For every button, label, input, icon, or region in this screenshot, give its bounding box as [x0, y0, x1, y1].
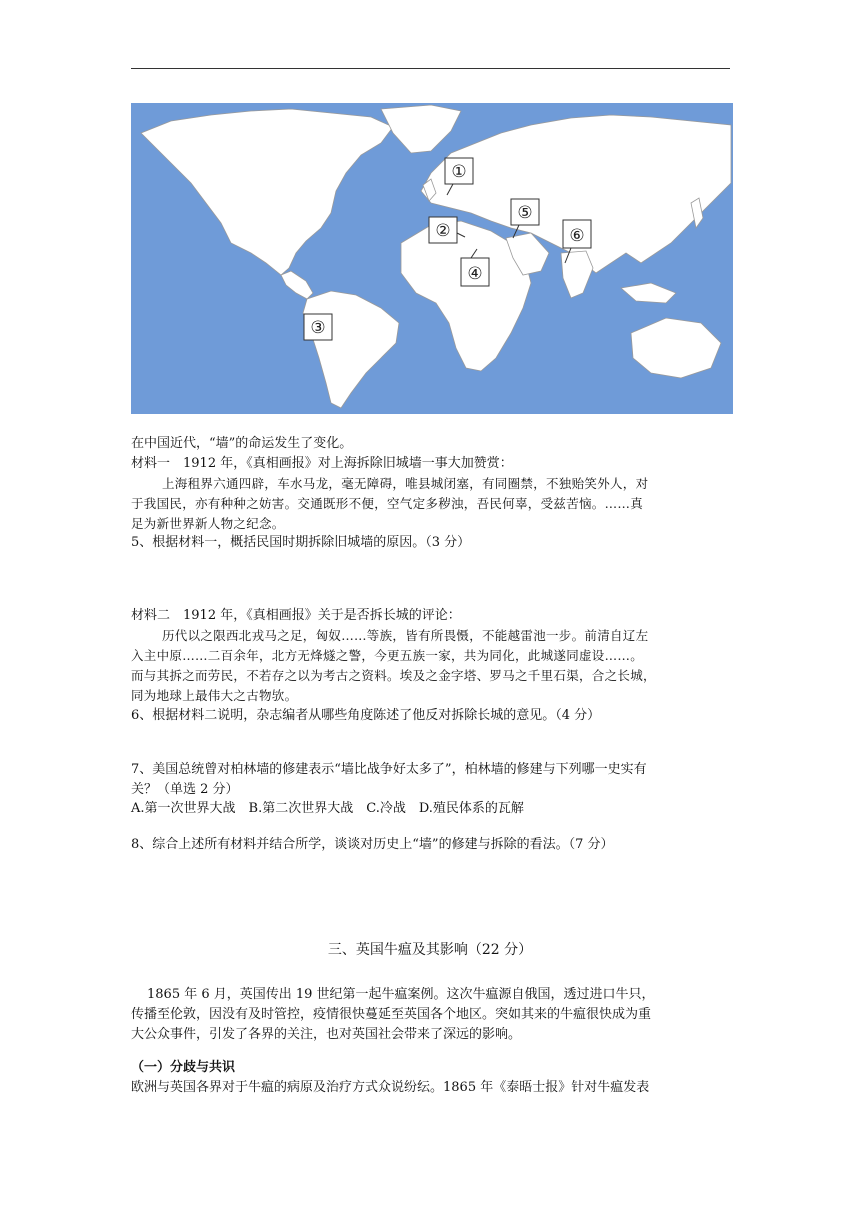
question-7-options: A.第一次世界大战 B.第二次世界大战 C.冷战 D.殖民体系的瓦解	[131, 801, 524, 816]
material2-line2: 入主中原……二百余年，北方无烽燧之警，今更五族一家，共为同化，此城遂同虚设……。	[131, 648, 644, 663]
question-7-line1: 7、美国总统曾对柏林墙的修建表示“墙比战争好太多了”，柏林墙的修建与下列哪一史实有	[131, 762, 647, 777]
material1-line3: 足为新世界新人物之纪念。	[131, 516, 285, 531]
section-3-title: 三、英国牛瘟及其影响（22 分）	[327, 942, 533, 958]
material1-heading: 材料一 1912 年，《真相画报》对上海拆除旧城墙一事大加赞赏：	[131, 456, 513, 471]
paragraph1-line1: 1865 年 6 月，英国传出 19 世纪第一起牛瘟案例。这次牛瘟源自俄国，透过进口牛只，	[147, 987, 655, 1002]
material2-line3: 而与其拆之而劳民，不若存之以为考古之资料。埃及之金字塔、罗马之千里石渠，合之长城，	[131, 668, 656, 683]
material2-line4: 同为地球上最伟大之古物欤。	[131, 688, 298, 703]
paragraph1-line3: 大公众事件，引发了各界的关注，也对英国社会带来了深远的影响。	[131, 1027, 522, 1042]
paragraph1-line2: 传播至伦敦，因没有及时管控，疫情很快蔓延至英国各个地区。突如其来的牛瘟很快成为重	[131, 1007, 652, 1022]
material1-line2: 于我国民，亦有种种之妨害。交通既形不便，空气定多秽浊，吾民何辜，受兹苦恼。……真	[131, 496, 644, 511]
paragraph2-line1: 欧洲与英国各界对于牛瘟的病原及治疗方式众说纷纭。1865 年《泰晤士报》针对牛瘟发表	[131, 1080, 650, 1095]
question-7-line2: 关？（单选 2 分）	[131, 782, 239, 797]
map-label-4: ④	[467, 264, 483, 284]
world-map	[131, 103, 733, 414]
map-label-3: ③	[310, 318, 326, 338]
subsection-1-heading: （一）分歧与共识	[131, 1060, 236, 1075]
material2-heading: 材料二 1912 年，《真相画报》关于是否拆长城的评论：	[131, 608, 461, 623]
map-label-1: ①	[451, 162, 467, 182]
map-label-2: ②	[435, 221, 451, 241]
question-5: 5、根据材料一，概括民国时期拆除旧城墙的原因。（3 分）	[131, 535, 471, 550]
material2-line1: 历代以之限西北戎马之足，匈奴……等族，皆有所畏慑，不能越雷池一步。前清自辽左	[162, 628, 649, 643]
material1-line1: 上海租界六通四辟，车水马龙，毫无障碍，唯县城闭塞，有同圈禁，不独贻笑外人，对	[162, 476, 649, 491]
map-label-6: ⑥	[569, 226, 585, 246]
section-intro: 在中国近代，“墙”的命运发生了变化。	[131, 436, 353, 451]
map-label-5: ⑤	[517, 203, 533, 223]
header-rule	[131, 68, 730, 69]
question-6: 6、根据材料二说明，杂志编者从哪些角度陈述了他反对拆除长城的意见。（4 分）	[131, 708, 601, 723]
question-8: 8、综合上述所有材料并结合所学，谈谈对历史上“墙”的修建与拆除的看法。（7 分）	[131, 837, 614, 852]
